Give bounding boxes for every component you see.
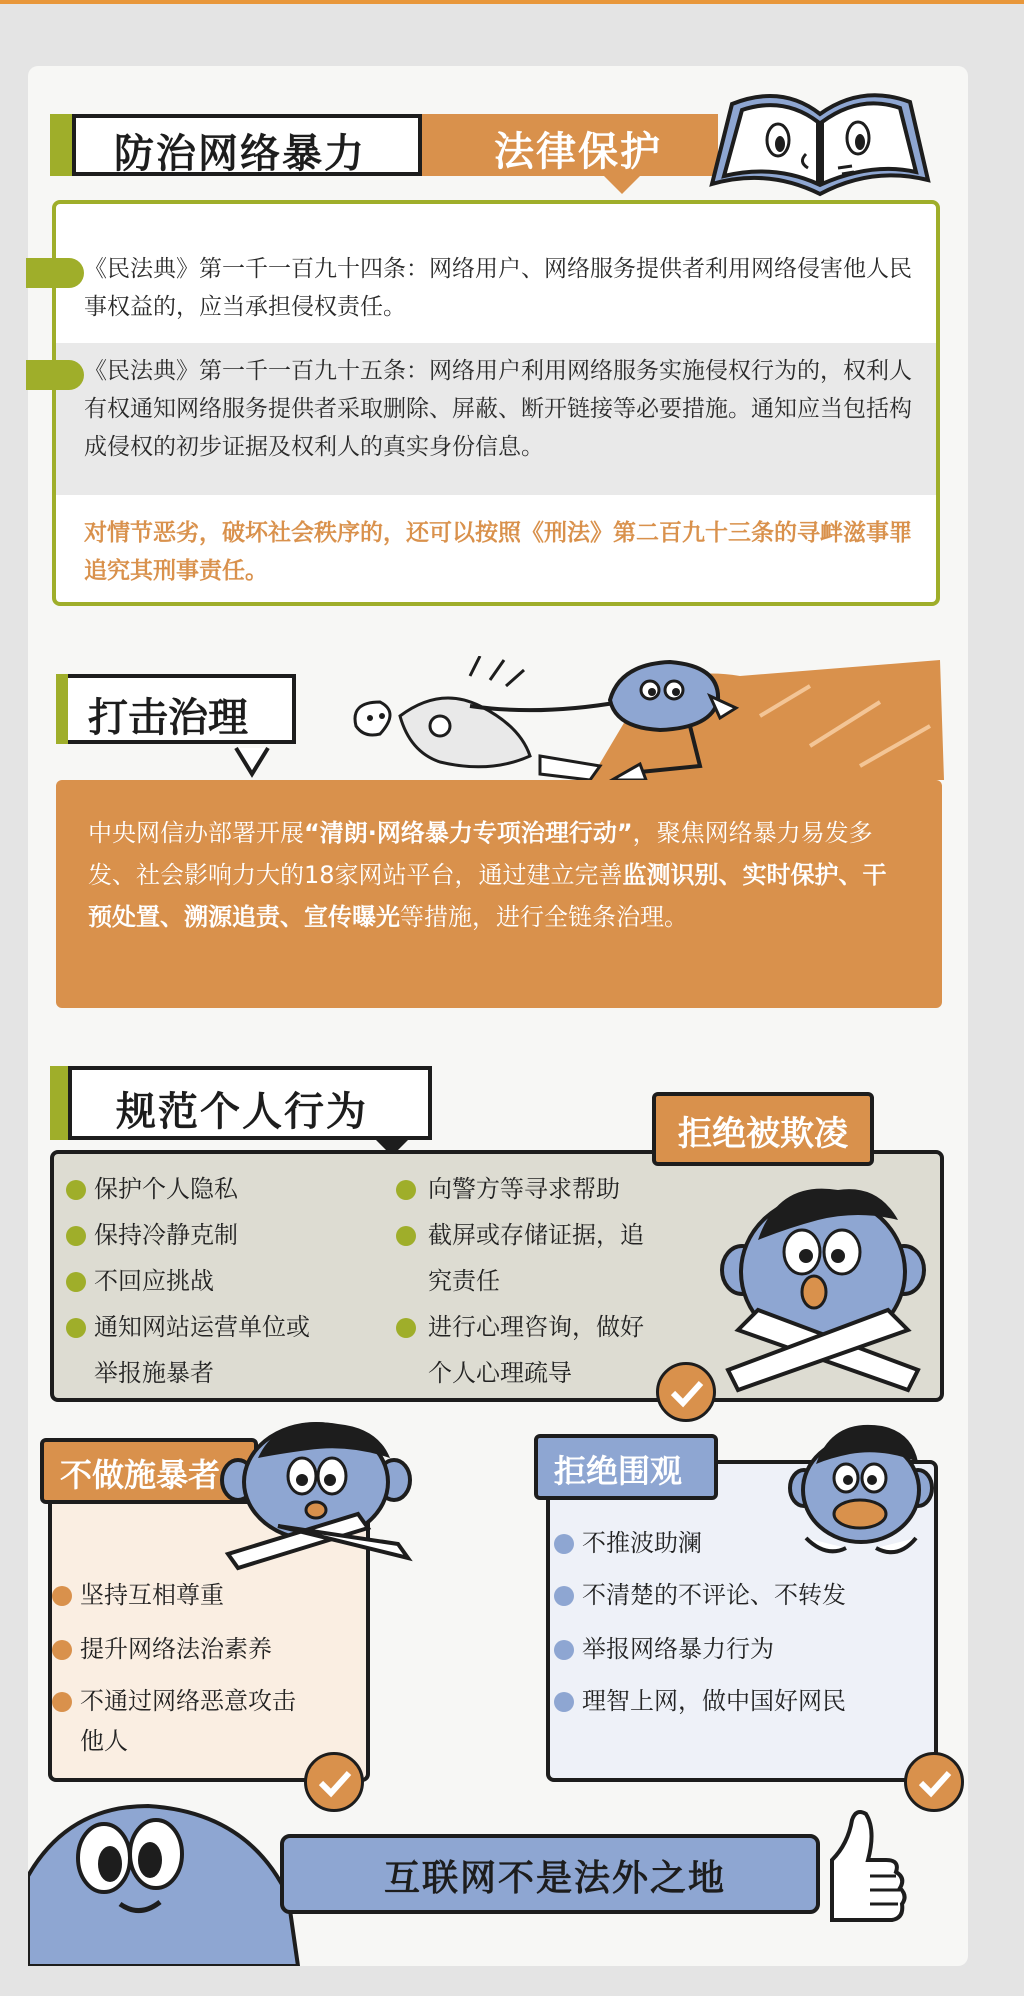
list-item: 不清楚的不评论、不转发 xyxy=(582,1581,846,1609)
header-accent xyxy=(50,1066,70,1140)
section-title-box-right xyxy=(422,114,718,176)
bullet-dot xyxy=(66,1272,86,1292)
governance-title-box xyxy=(56,674,296,744)
no-spectating-tag xyxy=(534,1434,718,1500)
bottom-banner xyxy=(280,1834,820,1914)
book-illustration xyxy=(702,84,938,214)
bullet-tab xyxy=(26,360,84,390)
list-item: 举报网络暴力行为 xyxy=(582,1635,774,1663)
speech-pointer xyxy=(604,176,640,194)
bullet-dot xyxy=(554,1640,574,1660)
bullet-dot xyxy=(52,1640,72,1660)
governance-text-part: 等措施，进行全链条治理。 xyxy=(400,903,688,931)
bullet-dot xyxy=(66,1180,86,1200)
list-item: 究责任 xyxy=(428,1267,500,1295)
bullet-dot xyxy=(396,1226,416,1246)
list-item: 不通过网络恶意攻击 xyxy=(80,1687,296,1715)
list-item: 截屏或存储证据，追 xyxy=(428,1221,644,1249)
list-item: 向警方等寻求帮助 xyxy=(428,1175,620,1203)
header-accent xyxy=(56,674,68,744)
list-item: 保护个人隐私 xyxy=(94,1175,238,1203)
list-item: 保持冷静克制 xyxy=(94,1221,238,1249)
bullet-dot xyxy=(52,1692,72,1712)
section-title-right: 法律保护 xyxy=(494,129,662,175)
bullet-dot xyxy=(66,1318,86,1338)
reject-bullying-tag xyxy=(652,1092,874,1166)
list-item: 理智上网，做中国好网民 xyxy=(582,1687,846,1715)
list-item: 坚持互相尊重 xyxy=(80,1581,224,1609)
check-icon xyxy=(656,1362,716,1422)
article-1194: 《民法典》第一千一百九十四条：网络用户、网络服务提供者利用网络侵害他人民事权益的，应当承担侵权责任。 xyxy=(84,256,912,320)
bullet-dot xyxy=(554,1692,574,1712)
bullet-dot xyxy=(396,1318,416,1338)
speech-pointer xyxy=(232,744,272,780)
crossed-arms-character xyxy=(718,1180,928,1400)
list-item: 不推波助澜 xyxy=(582,1529,702,1557)
article-1195: 《民法典》第一千一百九十五条：网络用户利用网络服务实施侵权行为的，权利人有权通知网络服务提供者采取删除、屏蔽、断开链接等必要措施。通知应当包括构成侵权的初步证据及权利人的真实身份信息。 xyxy=(84,358,912,460)
list-item: 他人 xyxy=(80,1727,128,1755)
list-item: 进行心理咨询，做好 xyxy=(428,1313,644,1341)
measures: 监测识别、实时保护、干预处置、溯源追责、宣传曝光 xyxy=(88,861,887,931)
reject-bullying-label: 拒绝被欺凌 xyxy=(678,1114,848,1154)
list-item: 举报施暴者 xyxy=(94,1359,214,1387)
banner-text: 互联网不是法外之地 xyxy=(384,1858,727,1899)
pointing-character xyxy=(218,1418,418,1578)
bullet-dot xyxy=(52,1586,72,1606)
list-item: 不回应挑战 xyxy=(94,1267,214,1295)
governance-text xyxy=(88,812,910,938)
bullet-dot xyxy=(554,1586,574,1606)
check-icon xyxy=(304,1752,364,1812)
criminal-law-note: 对情节恶劣，破坏社会秩序的，还可以按照《刑法》第二百九十三条的寻衅滋事罪追究其刑事责任。 xyxy=(84,520,912,584)
mascot-character xyxy=(28,1776,308,1966)
behavior-title: 规范个人行为 xyxy=(116,1089,368,1135)
section-title-box xyxy=(72,114,422,176)
governance-text-part: ，聚焦网络暴力易发多发、社会影响力大的18家网站平台，通过建立完善 xyxy=(88,819,873,889)
section-title-left: 防治网络暴力 xyxy=(114,131,366,177)
bullet-dot xyxy=(396,1180,416,1200)
shouting-character xyxy=(786,1418,936,1568)
bullet-dot xyxy=(554,1534,574,1554)
thumbs-up-icon xyxy=(812,1800,912,1930)
not-perpetrator-label: 不做施暴者 xyxy=(60,1456,221,1494)
list-item: 个人心理疏导 xyxy=(428,1359,572,1387)
fight-illustration xyxy=(340,656,946,786)
behavior-title-box xyxy=(68,1066,432,1140)
no-spectating-label: 拒绝围观 xyxy=(554,1452,683,1490)
governance-title: 打击治理 xyxy=(88,695,248,741)
check-icon xyxy=(904,1752,964,1812)
bullet-dot xyxy=(66,1226,86,1246)
governance-text-part: 中央网信办部署开展 xyxy=(88,819,304,847)
list-item: 通知网站运营单位或 xyxy=(94,1313,310,1341)
campaign-name: “清朗·网络暴力专项治理行动” xyxy=(304,819,633,847)
bullet-tab xyxy=(26,258,84,288)
header-accent xyxy=(50,114,74,176)
top-accent-bar xyxy=(0,0,1024,4)
list-item: 提升网络法治素养 xyxy=(80,1635,272,1663)
